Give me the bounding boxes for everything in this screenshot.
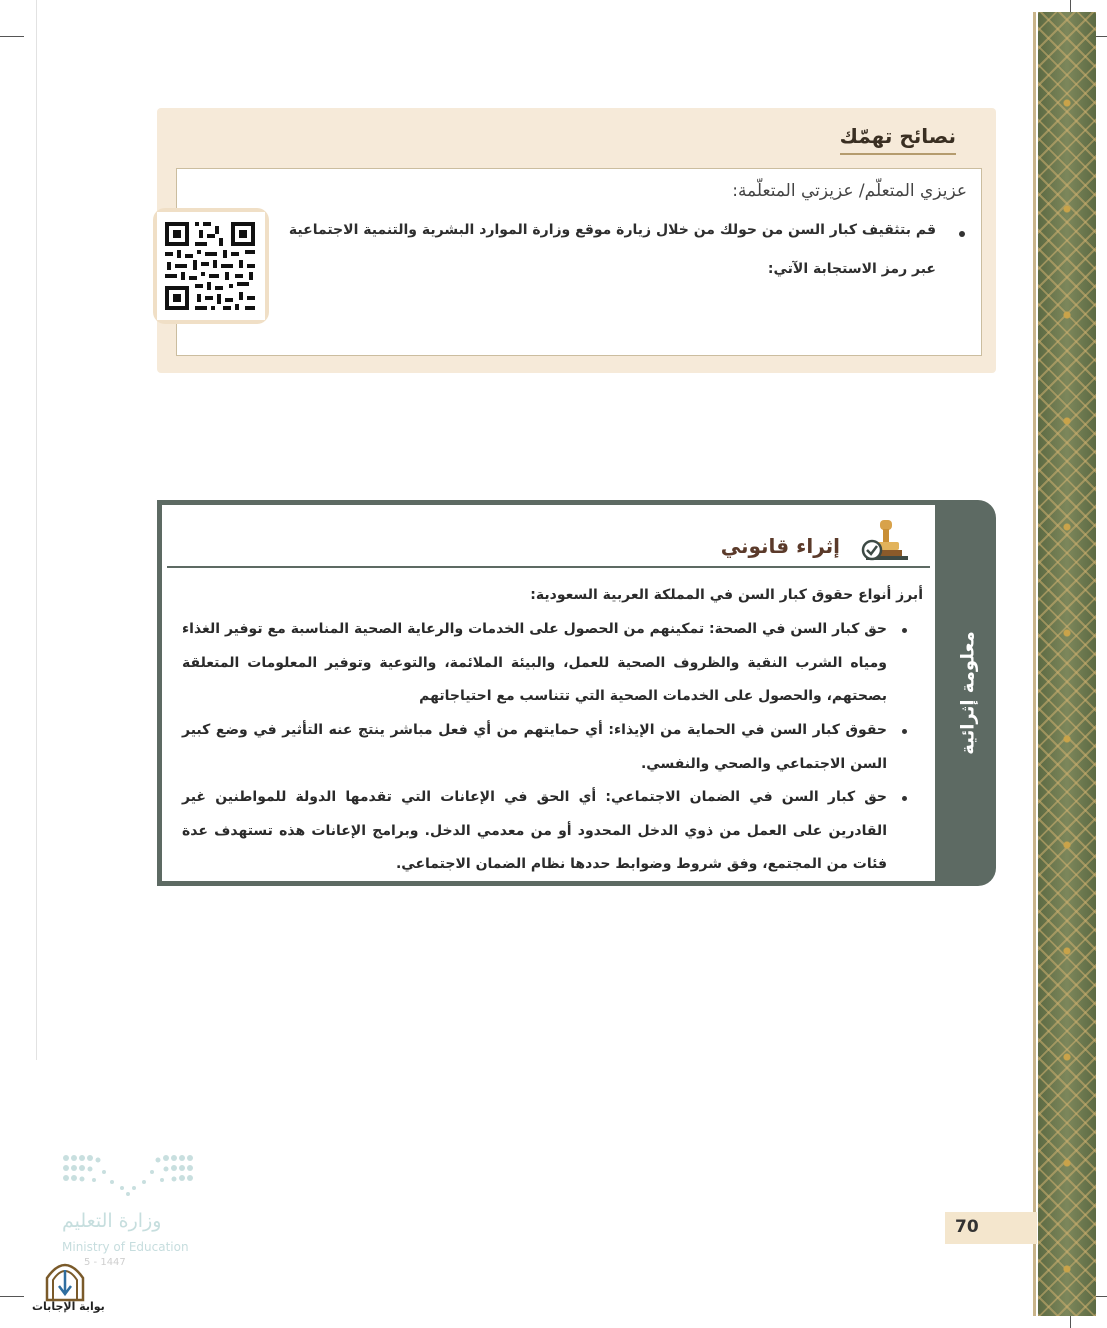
tips-title: نصائح تهمّك (840, 124, 956, 155)
legal-bullet-protection: حقوق كبار السن في الحماية من الإيذاء: أي حمايتهم من أي فعل مباشر ينتج عنه التأثير في وضع كبير السن الاجتماعي والصحي والنفسي. (182, 722, 887, 772)
stamp-icon (858, 516, 912, 564)
greeting: عزيزي المتعلّم/ عزيزتي المتعلّمة: (732, 181, 967, 201)
legal-enrichment-box (157, 500, 996, 886)
qr-code[interactable] (157, 212, 265, 320)
ministry-logo-icon (60, 1152, 196, 1198)
ornament-rule (1033, 12, 1036, 1316)
bullet (902, 796, 907, 801)
tip-line-2: عبر رمز الاستجابة الآتي: (767, 261, 936, 277)
ministry-english: Ministry of Education (62, 1240, 189, 1254)
legal-header (167, 510, 930, 568)
crop-mark (0, 36, 24, 37)
tips-box (157, 108, 996, 373)
portal-logo-icon (43, 1256, 87, 1302)
legal-intro: أبرز أنواع حقوق كبار السن في المملكة العربية السعودية: (530, 587, 923, 603)
page-edge (36, 0, 37, 1060)
tip-line-1: قم بتثقيف كبار السن من حولك من خلال زيارة موقع وزارة الموارد البشرية والتنمية الاجتماعية (288, 222, 936, 238)
ornamental-border (1038, 12, 1096, 1316)
portal-label: بوابة الإجابات (32, 1300, 105, 1313)
side-label: معلومة إثرائية (957, 631, 979, 755)
crop-mark (0, 1296, 24, 1297)
qr-code-icon (157, 212, 265, 320)
legal-bullet-social-security: حق كبار السن في الضمان الاجتماعي: أي الحق في الإعانات التي تقدمها الدولة للمواطنين غير القادرين على العمل من ذوي الدخل المحدود أو من معدمي الدخل. وبرامج الإعانات هذه تستهدف عدة فئات من المجتمع، وفق شروط وضوابط حددها نظام الضمان الاجتماعي. (182, 789, 887, 873)
ministry-year: 5 - 1447 (84, 1257, 126, 1268)
ministry-arabic: وزارة التعليم (62, 1210, 162, 1232)
page-number-box (945, 1212, 1037, 1244)
legal-bullet-health: حق كبار السن في الصحة: تمكينهم من الحصول على الخدمات والرعاية الصحية المناسبة مع توفير الغذاء ومياه الشرب النقية والظروف الصحية للعمل، والبيئة الملائمة، والتوعية وتوفير المعلومات المتعلقة بصحتهم، والحصول على الخدمات الصحية التي تتناسب مع احتياجاتهم (182, 621, 887, 705)
bullet (959, 231, 965, 237)
page-number: 70 (955, 1217, 979, 1237)
legal-frame (157, 500, 940, 886)
side-tab (940, 500, 996, 886)
legal-title: إثراء قانوني (720, 534, 840, 558)
bullet (902, 628, 907, 633)
bullet (902, 729, 907, 734)
tips-content (176, 168, 982, 356)
